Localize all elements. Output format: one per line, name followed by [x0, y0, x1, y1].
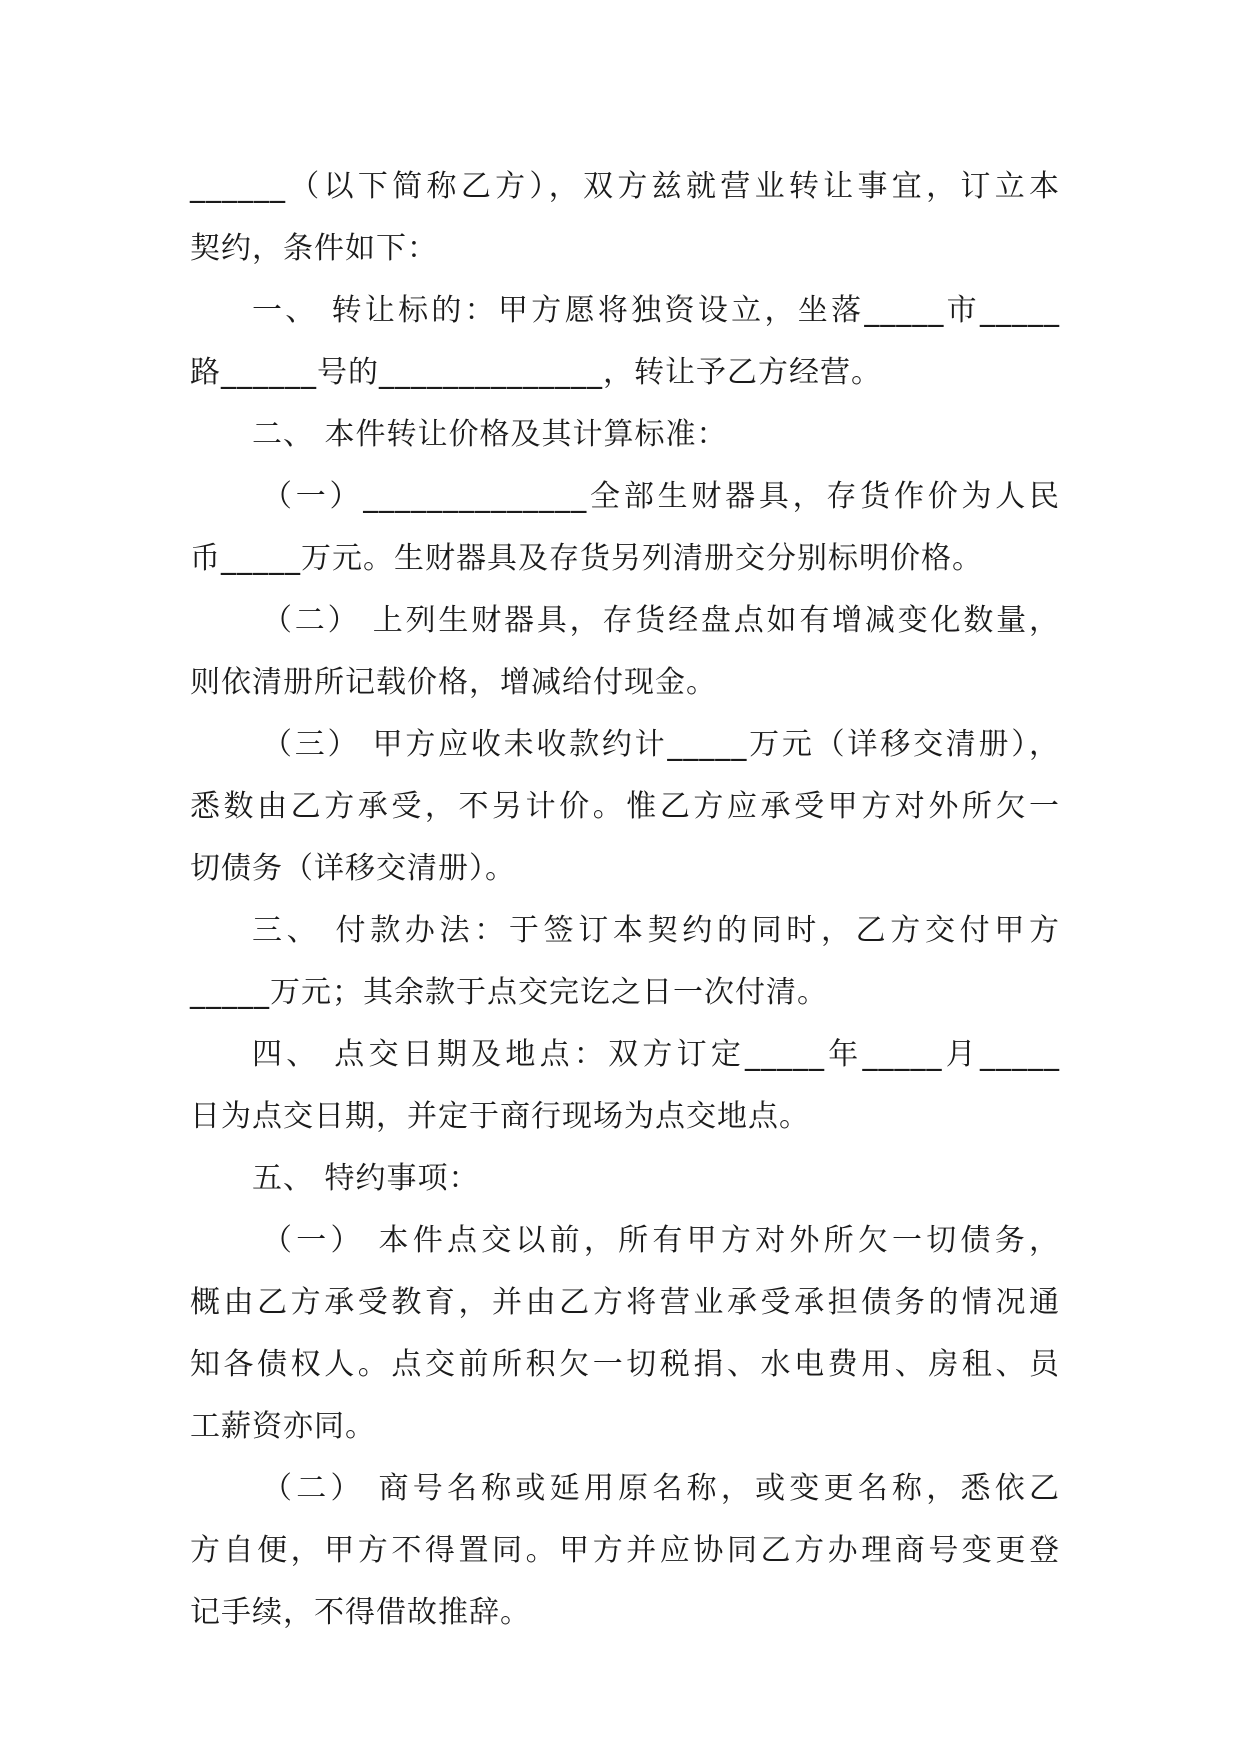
text-line: 知各债权人。点交前所积欠一切税捐、水电费用、房租、员 [190, 1347, 1060, 1382]
section-heading-price: 二、 本件转让价格及其计算标准： [252, 417, 728, 452]
clause-item: （二） 商号名称或延用原名称，或变更名称，悉依乙 [262, 1471, 1060, 1506]
text-line: 切债务（详移交清册）。 [190, 851, 516, 886]
text-line: 工薪资亦同。 [190, 1409, 376, 1444]
section-heading-payment: 三、 付款办法：于签订本契约的同时，乙方交付甲方 [252, 913, 1060, 948]
text-line: 契约，条件如下： [190, 231, 438, 266]
section-heading-special-terms: 五、 特约事项： [252, 1161, 480, 1196]
text-line: 币_____万元。生财器具及存货另列清册交分别标明价格。 [190, 541, 983, 576]
clause-item: （一） 本件点交以前，所有甲方对外所欠一切债务， [262, 1223, 1060, 1258]
text-line: 悉数由乙方承受，不另计价。惟乙方应承受甲方对外所欠一 [190, 789, 1060, 824]
text-line: ______（以下简称乙方），双方兹就营业转让事宜，订立本 [190, 169, 1060, 204]
clause-item: （一）______________全部生财器具，存货作价为人民 [262, 479, 1060, 514]
clause-item: （三） 甲方应收未收款约计_____万元（详移交清册）， [262, 727, 1060, 762]
contract-body [190, 156, 1060, 1644]
text-line: 路______号的______________，转让予乙方经营。 [190, 355, 882, 390]
text-line: 则依清册所记载价格，增减给付现金。 [190, 665, 717, 700]
section-heading-transfer-subject: 一、 转让标的：甲方愿将独资设立，坐落_____市_____ [252, 293, 1060, 328]
text-line: 概由乙方承受教育，并由乙方将营业承受承担债务的情况通 [190, 1285, 1060, 1320]
section-heading-handover-date: 四、 点交日期及地点：双方订定_____年_____月_____ [252, 1037, 1060, 1072]
text-line: 日为点交日期，并定于商行现场为点交地点。 [190, 1099, 810, 1134]
text-line: 记手续，不得借故推辞。 [190, 1595, 531, 1630]
text-line: _____万元；其余款于点交完讫之日一次付清。 [190, 975, 828, 1010]
text-line: 方自便，甲方不得置同。甲方并应协同乙方办理商号变更登 [190, 1533, 1060, 1568]
clause-item: （二） 上列生财器具，存货经盘点如有增减变化数量， [262, 603, 1060, 638]
